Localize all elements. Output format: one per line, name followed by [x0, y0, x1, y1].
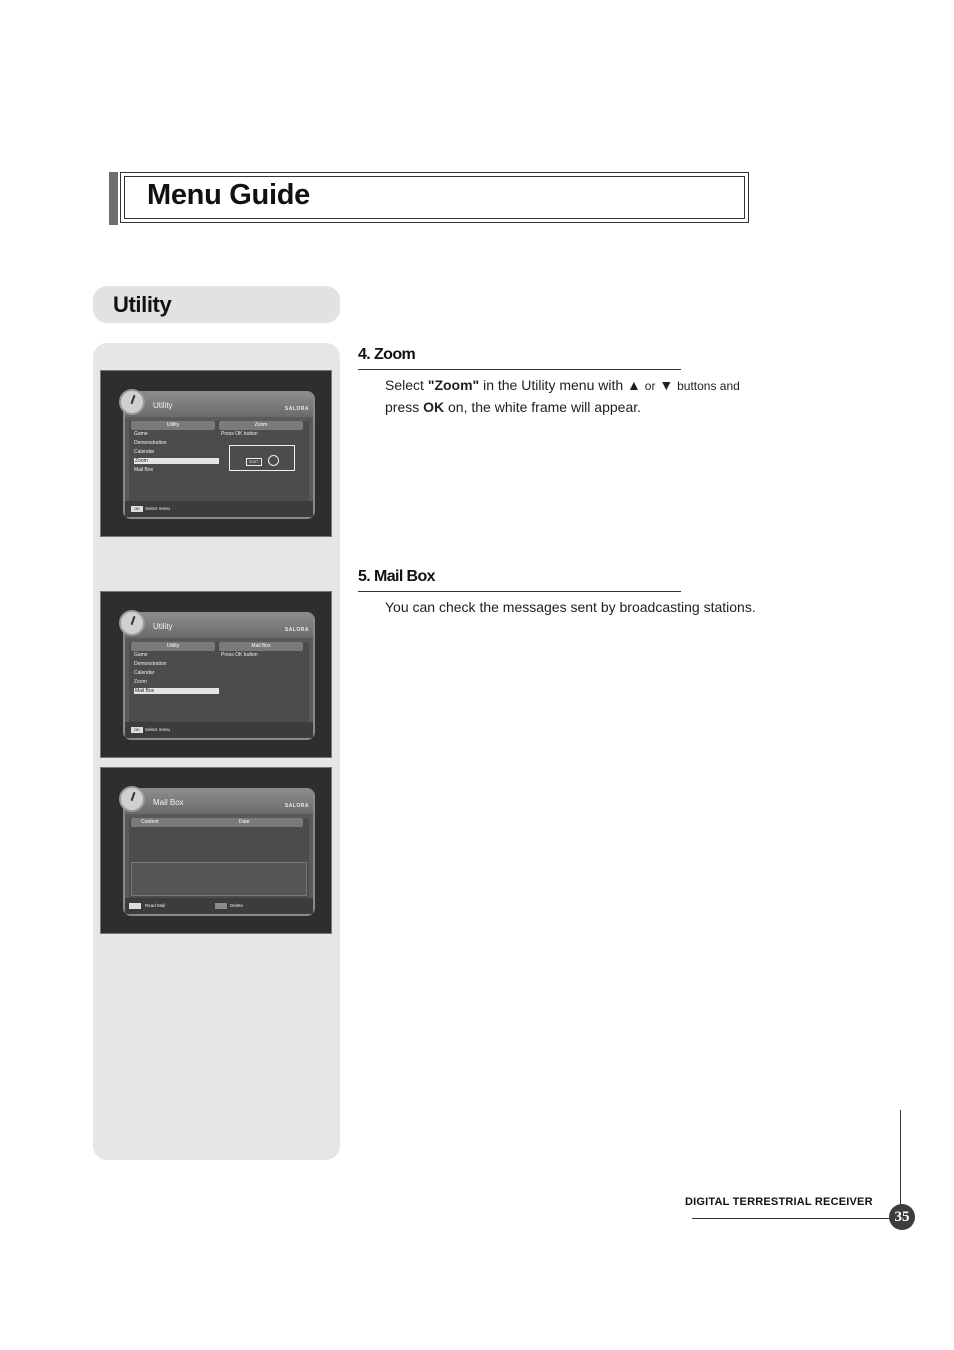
zoom-heading-rule — [358, 369, 681, 370]
footer-hint: Select menu — [145, 727, 171, 732]
section-pill — [93, 286, 340, 323]
brand-logo: SALORA — [284, 803, 309, 809]
mailbox-menu-screenshot — [100, 591, 332, 758]
mail-preview-area — [131, 862, 307, 896]
date-column-label: Date — [239, 819, 250, 825]
tv-screen — [123, 788, 315, 916]
footer-vertical-rule — [900, 1110, 901, 1218]
tv-header — [125, 790, 313, 814]
title-accent-bar — [109, 172, 118, 225]
press-ok-hint: Press OK button — [221, 431, 258, 437]
section-title: Utility — [113, 292, 172, 317]
zoom-screenshot — [100, 370, 332, 537]
tv-header — [125, 393, 313, 417]
tv-body — [129, 818, 309, 898]
mailbox-screenshot — [100, 767, 332, 934]
tv-body — [129, 642, 309, 722]
zoom-heading: 4. Zoom — [358, 346, 416, 363]
press-ok-hint: Press OK button — [221, 652, 258, 658]
menu-column-header: Utility — [131, 421, 215, 430]
mailbox-heading: 5. Mail Box — [358, 568, 435, 585]
title-box — [120, 172, 749, 223]
footer-horizontal-rule — [692, 1218, 901, 1219]
or-text: or — [644, 379, 656, 393]
exit-label: EXIT — [246, 458, 262, 466]
page-number: 35 — [889, 1204, 915, 1230]
menu-item-calendar[interactable]: Calendar — [134, 670, 155, 676]
menu-item-demonstration[interactable]: Demonstration — [134, 440, 167, 446]
tv-footer — [125, 898, 313, 914]
tv-body — [129, 421, 309, 501]
tv-title: Utility — [153, 622, 173, 631]
zoom-text-part: ▼ — [655, 377, 678, 393]
menu-item-game[interactable]: Game — [134, 652, 148, 658]
tv-title: Utility — [153, 401, 173, 410]
footer-hint: Select menu — [145, 506, 171, 511]
mail-list-header — [131, 818, 303, 827]
buttons-text: buttons and — [677, 379, 740, 393]
zoom-text-part: on, the white frame will appear. — [444, 399, 642, 415]
nav-key-icon — [129, 903, 141, 909]
clock-icon — [119, 610, 145, 636]
zoom-text-part: in the Utility menu with ▲ — [479, 377, 645, 393]
footer-label: DIGITAL TERRESTRIAL RECEIVER — [685, 1196, 873, 1208]
clock-icon — [119, 786, 145, 812]
menu-item-mail-box[interactable]: Mail Box — [134, 688, 219, 694]
detail-column-header: Mail Box — [219, 642, 303, 651]
menu-item-zoom[interactable]: Zoom — [134, 458, 219, 464]
content-column-label: Content — [141, 819, 159, 825]
menu-column-header: Utility — [131, 642, 215, 651]
detail-column-header: Zoom — [219, 421, 303, 430]
delete-hint: Delete — [230, 903, 244, 908]
ok-keyword: OK — [423, 399, 445, 415]
menu-item-calendar[interactable]: Calendar — [134, 449, 155, 455]
brand-logo: SALORA — [284, 627, 309, 633]
menu-item-game[interactable]: Game — [134, 431, 148, 437]
tv-screen — [123, 612, 315, 740]
menu-item-zoom[interactable]: Zoom — [134, 679, 147, 685]
menu-item-demonstration[interactable]: Demonstration — [134, 661, 167, 667]
zoom-frame — [229, 445, 295, 471]
mailbox-heading-rule — [358, 591, 681, 592]
zoom-keyword: "Zoom" — [427, 377, 480, 393]
tv-footer — [125, 501, 313, 517]
magnifier-icon — [268, 455, 279, 466]
brand-logo: SALORA — [284, 406, 309, 412]
read-mail-hint: Read Mail — [145, 903, 166, 908]
page-title: Menu Guide — [147, 179, 310, 211]
menu-item-mail-box[interactable]: Mail Box — [134, 467, 154, 473]
ok-key-icon: OK — [131, 727, 143, 733]
clock-icon — [119, 389, 145, 415]
ok-key-icon: OK — [131, 506, 143, 512]
mailbox-description: You can check the messages sent by broadcasting stations. — [385, 599, 756, 615]
zoom-text-part: Select — [385, 377, 428, 393]
tv-footer — [125, 722, 313, 738]
zoom-instruction — [385, 375, 740, 418]
tv-header — [125, 614, 313, 638]
tv-title: Mail Box — [153, 798, 184, 807]
zoom-text-part: press — [385, 399, 424, 415]
tv-screen — [123, 391, 315, 519]
color-key-icon — [215, 903, 227, 909]
